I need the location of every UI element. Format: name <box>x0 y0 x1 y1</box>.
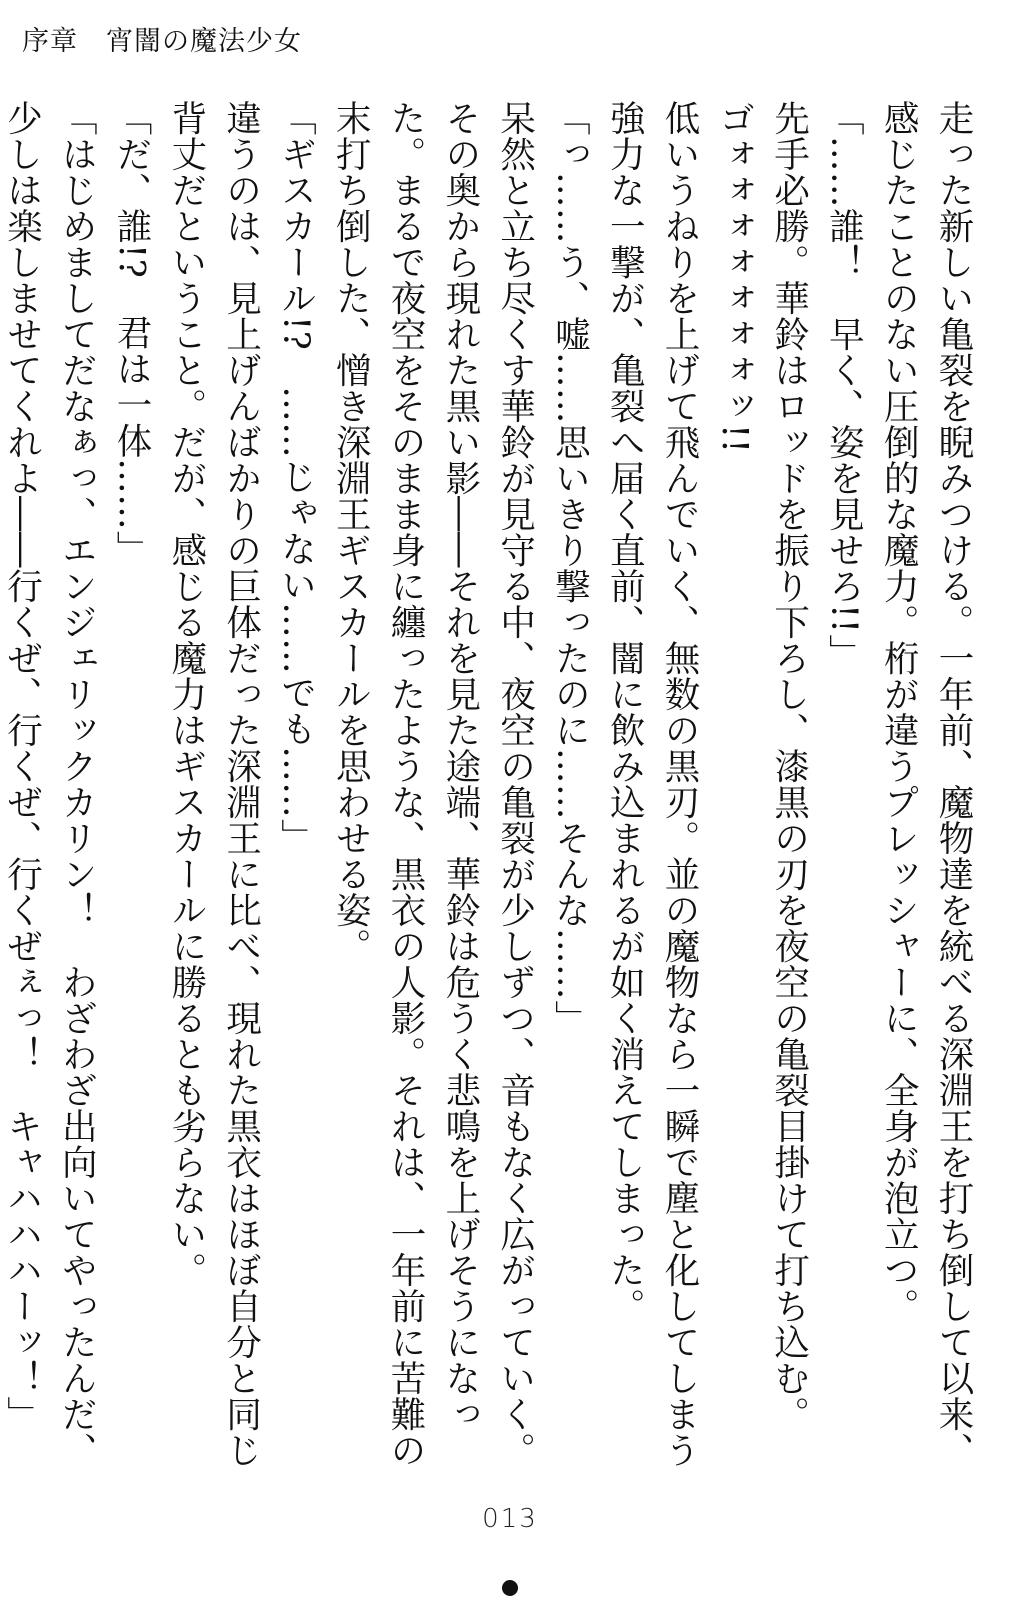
paragraph-4: ゴォォォォォォォッ!! <box>713 100 755 454</box>
vertical-body-text <box>1 100 980 1480</box>
paragraph-9: 違うのは、見上げんばかりの巨体だった深淵王に比べ、現れた黒衣はほぼ自分と同じ背丈だということ。だが、感じる魔力はギスカールに勝るとも劣らない。 <box>165 100 262 1468</box>
paragraph-8: 「ギスカール!? ……じゃない……でも……」 <box>275 100 317 855</box>
paragraph-2: 「……誰！ 早く、姿を見せろ!!」 <box>823 100 865 670</box>
paragraph-3: 先手必勝。華鈴はロッドを振り下ろし、漆黒の刃を夜空の亀裂目掛けて打ち込む。 <box>768 100 810 1432</box>
paragraph-5: 低いうねりを上げて飛んでいく、無数の黒刃。並の魔物なら一瞬で塵と化してしまう強力な一撃が、亀裂へ届く直前、闇に飲み込まれるが如く消えてしまった。 <box>604 100 701 1468</box>
chapter-title: 序章 宵闇の魔法少女 <box>22 26 302 57</box>
page-ornament-dot <box>502 1580 518 1596</box>
paragraph-6: 「っ……う、嘘……思いきり撃ったのに……そんな……」 <box>549 100 591 1036</box>
page-number: 013 <box>482 1504 538 1534</box>
paragraph-10: 「だ、誰!? 君は一体……」 <box>111 100 153 567</box>
paragraph-1: 走った新しい亀裂を睨みつける。一年前、魔物達を統べる深淵王を打ち倒して以来、感じたことのない圧倒的な魔力。桁が違うプレッシャーに、全身が泡立つ。 <box>878 100 974 1468</box>
paragraph-11: 「はじめましてだなぁっ、エンジェリックカリン！ わざわざ出向いてやったんだ、少しは楽しませてくれよ――行くぜ、行くぜ、行くぜぇっ！ キャハハハーッ！」 <box>1 100 98 1468</box>
paragraph-7: 呆然と立ち尽くす華鈴が見守る中、夜空の亀裂が少しずつ、音もなく広がっていく。その奥から現れた黒い影――それを見た途端、華鈴は危うく悲鳴を上げそうになった。まるで夜空をそのまま身に纏ったような、黒衣の人影。それは、一年前に苦難の末打ち倒した、憎き深淵王ギスカールを思わせる姿。 <box>330 100 536 1468</box>
